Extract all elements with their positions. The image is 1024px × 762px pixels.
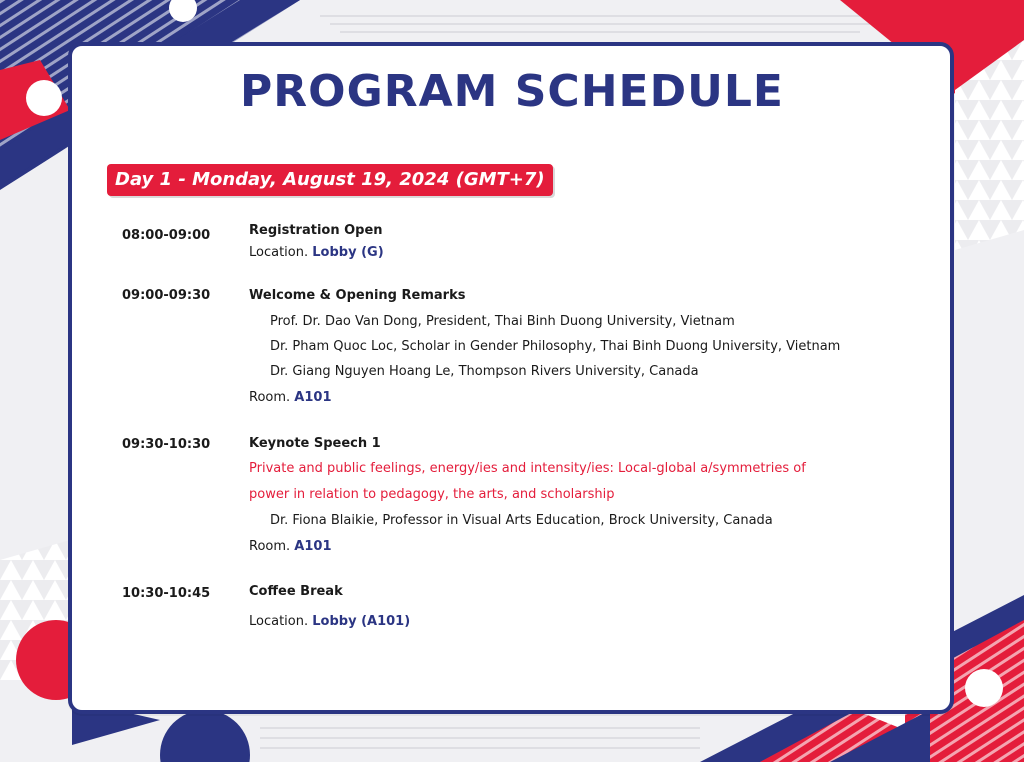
- session-title: Coffee Break: [249, 584, 343, 599]
- speaker: Dr. Pham Quoc Loc, Scholar in Gender Philosophy, Thai Binh Duong University, Vietnam: [270, 339, 841, 354]
- location-value: Lobby (A101): [312, 614, 411, 629]
- session-location: [249, 245, 384, 260]
- session-title: Registration Open: [249, 223, 383, 238]
- session-title: Welcome & Opening Remarks: [249, 288, 466, 303]
- room-label: Room.: [249, 539, 291, 554]
- location-label: Location.: [249, 614, 309, 629]
- location-value: Lobby (G): [312, 245, 384, 260]
- speaker: Dr. Giang Nguyen Hoang Le, Thompson Rivers University, Canada: [270, 364, 699, 379]
- speaker: Prof. Dr. Dao Van Dong, President, Thai Binh Duong University, Vietnam: [270, 314, 735, 329]
- bottom-navy-circle: [160, 710, 250, 762]
- session-time: 10:30-10:45: [122, 586, 211, 601]
- keynote-topic: Private and public feelings, energy/ies and intensity/ies: Local-global a/symmetries of: [249, 461, 806, 476]
- room-value: A101: [294, 539, 332, 554]
- session-time: 09:30-10:30: [122, 437, 211, 452]
- session-room: [249, 539, 332, 554]
- speaker: Dr. Fiona Blaikie, Professor in Visual Arts Education, Brock University, Canada: [270, 513, 773, 528]
- session-time: 09:00-09:30: [122, 288, 211, 303]
- room-value: A101: [294, 390, 332, 405]
- bottom-right-circle: [965, 669, 1003, 707]
- session-room: [249, 390, 332, 405]
- session-time: 08:00-09:00: [122, 228, 211, 243]
- room-label: Room.: [249, 390, 291, 405]
- session-title: Keynote Speech 1: [249, 436, 381, 451]
- day-badge: Day 1 - Monday, August 19, 2024 (GMT+7): [107, 164, 553, 196]
- keynote-topic: power in relation to pedagogy, the arts, and scholarship: [249, 487, 615, 502]
- location-label: Location.: [249, 245, 309, 260]
- top-horizontal-lines: [320, 16, 880, 32]
- page-title: PROGRAM SCHEDULE: [240, 66, 784, 117]
- bottom-horizontal-lines: [260, 728, 700, 748]
- session-location: [249, 614, 410, 629]
